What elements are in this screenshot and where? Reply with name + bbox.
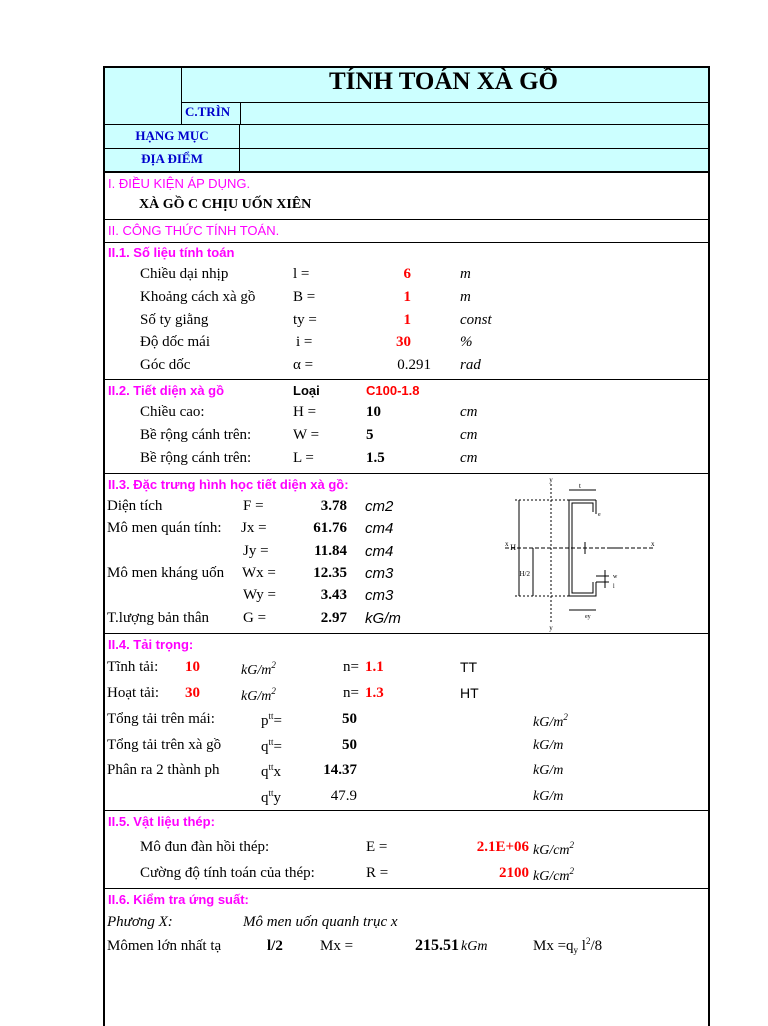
diagram-label-h: H [510, 543, 516, 552]
roof-load-symbol-eq: = [273, 713, 282, 729]
weight-label: T.lượng bản thân [107, 610, 210, 626]
angle-label: Góc dốc [140, 357, 191, 373]
max-moment-position: l/2 [267, 938, 283, 954]
roof-load-symbol: p [261, 713, 269, 729]
span-unit: m [460, 266, 471, 282]
span-label: Chiều dại nhịp [140, 266, 229, 282]
lip-width-unit: cm [460, 450, 478, 466]
section-2-6-heading: II.6. Kiểm tra ứng suất: [108, 892, 249, 907]
dead-load-factor-value: 1.1 [365, 659, 384, 675]
purlin-load-symbol-sup: tt [268, 737, 274, 747]
live-load-unit-sup: 2 [271, 686, 276, 696]
span-symbol: l = [293, 266, 310, 282]
spacing-value: 1 [403, 289, 411, 305]
dead-load-factor-label: n= [343, 659, 359, 675]
tie-count-value: 1 [403, 312, 411, 328]
diagram-label-h2: H/2 [519, 570, 530, 578]
wx-value: 12.35 [313, 565, 347, 581]
modulus-label: Mô đun đàn hồi thép: [140, 839, 270, 855]
max-moment-symbol: Mx = [320, 938, 354, 954]
moment-formula-l: l [578, 938, 586, 954]
diagram-label-t: t [579, 482, 581, 490]
lip-width-value: 1.5 [366, 450, 385, 466]
span-value: 6 [403, 266, 411, 282]
calculation-sheet [103, 66, 710, 1026]
roof-load-value: 50 [342, 711, 357, 727]
strength-unit-sup: 2 [569, 866, 575, 876]
modulus-symbol: E = [366, 839, 388, 855]
direction-desc: Mô men uốn quanh trục x [243, 914, 398, 930]
slope-unit: % [460, 334, 473, 350]
wx-unit: cm3 [365, 565, 394, 582]
roof-load-symbol-sup: tt [268, 711, 274, 721]
section-2-5-heading: II.5. Vật liệu thép: [108, 814, 215, 829]
weight-unit: kG/m [365, 610, 401, 627]
wy-symbol: Wy = [243, 587, 276, 603]
diagram-label-ey: ey [585, 614, 591, 620]
strength-label: Cường độ tính toán của thép: [140, 865, 315, 881]
diagram-label-x-right: x [651, 540, 655, 548]
purlin-load-symbol-eq: = [273, 739, 282, 755]
dead-load-value: 10 [185, 659, 200, 675]
qy-value: 47.9 [330, 788, 357, 804]
area-unit: cm2 [365, 498, 394, 515]
moment-formula-sup: 2 [585, 936, 591, 946]
live-load-unit: kG/m [241, 689, 272, 704]
qx-symbol-axis: x [273, 764, 282, 780]
jy-unit: cm4 [365, 543, 394, 560]
section-2-4-heading: II.4. Tải trọng: [108, 637, 194, 652]
purlin-load-value: 50 [342, 737, 357, 753]
weight-symbol: G = [243, 610, 267, 626]
live-load-label: Hoạt tải: [107, 685, 160, 701]
jy-symbol: Jy = [243, 543, 269, 559]
diagram-label-w: w [613, 574, 618, 580]
dead-load-unit: kG/m [241, 663, 272, 678]
roof-load-unit-sup: 2 [563, 712, 568, 722]
flange-width-symbol: W = [293, 427, 320, 443]
wy-value: 3.43 [320, 587, 347, 603]
wy-unit: cm3 [365, 587, 394, 604]
c-section-diagram [485, 476, 659, 632]
spacing-unit: m [460, 289, 471, 305]
lip-width-symbol: L = [293, 450, 314, 466]
tie-count-symbol: ty = [293, 312, 317, 328]
moment-formula-rhs: /8 [590, 938, 603, 954]
spacing-symbol: B = [293, 289, 316, 305]
angle-unit: rad [460, 357, 481, 373]
modulus-value: 2.1E+06 [476, 839, 529, 855]
strength-unit: kG/cm [533, 869, 570, 884]
section-2-heading: II. CÔNG THỨC TÍNH TOÁN. [108, 223, 280, 238]
page-title: TÍNH TOÁN XÀ GỒ [329, 68, 558, 95]
flange-width-value: 5 [366, 427, 374, 443]
max-moment-label: Mômen lớn nhất tạ [107, 938, 222, 954]
qx-unit: kG/m [533, 763, 564, 778]
slope-symbol: i = [296, 334, 313, 350]
section-1-heading: I. ĐIỀU KIỆN ÁP DỤNG. [108, 176, 251, 191]
qy-symbol-axis: y [273, 790, 282, 806]
tie-count-unit: const [460, 312, 492, 328]
wx-symbol: Wx = [242, 565, 276, 581]
lip-width-label: Bề rộng cánh trên: [140, 450, 252, 466]
section-2-3-heading: II.3. Đặc trưng hình học tiết diện xà gồ: [108, 477, 349, 492]
jx-label: Mô men quán tính: [107, 520, 222, 536]
tie-count-label: Số ty giằng [140, 312, 209, 328]
live-load-value: 30 [185, 685, 200, 701]
moment-formula-sub: y [573, 945, 579, 955]
diagram-label-l: l [613, 584, 615, 590]
dia-diem-label: ĐỊA ĐIỂM [141, 151, 203, 166]
purlin-load-symbol: q [261, 739, 269, 755]
strength-symbol: R = [366, 865, 389, 881]
weight-value: 2.97 [320, 610, 347, 626]
roof-load-unit: kG/m [533, 715, 564, 730]
angle-value: 0.291 [397, 357, 431, 373]
roof-load-label: Tổng tải trên mái: [107, 711, 215, 727]
qy-unit: kG/m [533, 789, 564, 804]
section-type-label: Loại [293, 383, 320, 398]
purlin-load-unit: kG/m [533, 738, 564, 753]
area-value: 3.78 [320, 498, 347, 514]
area-symbol: F = [243, 498, 264, 514]
moment-formula-lhs: Mx =q [533, 938, 574, 954]
section-2-1-heading: II.1. Số liệu tính toán [108, 245, 235, 260]
diagram-label-y-bottom: y [549, 624, 553, 632]
height-label: Chiều cao: [140, 404, 205, 420]
angle-symbol: α = [293, 357, 314, 373]
qx-symbol: q [261, 764, 269, 780]
height-unit: cm [460, 404, 478, 420]
strength-value: 2100 [499, 865, 529, 881]
slope-label: Độ dốc mái [140, 334, 210, 350]
jy-value: 11.84 [314, 543, 347, 559]
diagram-label-e: e [598, 512, 601, 518]
dead-load-code: TT [460, 659, 478, 675]
jx-value: 61.76 [313, 520, 347, 536]
qx-symbol-sup: tt [268, 762, 274, 772]
hang-muc-label: HẠNG MỤC [135, 128, 209, 143]
section-2-2-heading: II.2. Tiết diện xà gồ [108, 383, 225, 398]
jx-symbol: Jx = [241, 520, 267, 536]
diagram-label-x-left: x [505, 540, 509, 548]
live-load-factor-label: n= [343, 685, 359, 701]
direction-label: Phương X: [107, 914, 173, 930]
live-load-code: HT [460, 685, 479, 701]
max-moment-value: 215.51 [415, 937, 459, 954]
area-label: Diện tích [107, 498, 163, 514]
diagram-label-y-top: y [549, 476, 553, 484]
qy-symbol: q [261, 790, 269, 806]
wx-label: Mô men kháng uốn [107, 565, 225, 581]
qy-symbol-sup: tt [268, 788, 274, 798]
ctrinh-label: C.TRÌN [185, 104, 231, 119]
qx-value: 14.37 [323, 762, 357, 778]
split-load-label: Phân ra 2 thành ph [107, 762, 220, 778]
max-moment-unit: kGm [461, 939, 488, 954]
modulus-unit: kG/cm [533, 843, 570, 858]
dead-load-label: Tĩnh tải: [107, 659, 159, 675]
height-symbol: H = [293, 404, 317, 420]
live-load-factor-value: 1.3 [365, 685, 384, 701]
section-type-value: C100-1.8 [366, 383, 420, 398]
section-1-text: XÀ GỒ C CHỊU UỐN XIÊN [139, 197, 312, 212]
modulus-unit-sup: 2 [569, 840, 575, 850]
spacing-label: Khoảng cách xà gồ [140, 289, 256, 305]
flange-width-label: Bề rộng cánh trên: [140, 427, 252, 443]
slope-value: 30 [396, 334, 411, 350]
height-value: 10 [366, 404, 381, 420]
dead-load-unit-sup: 2 [271, 660, 276, 670]
purlin-load-label: Tổng tải trên xà gồ [107, 737, 222, 753]
flange-width-unit: cm [460, 427, 478, 443]
jx-unit: cm4 [365, 520, 394, 537]
